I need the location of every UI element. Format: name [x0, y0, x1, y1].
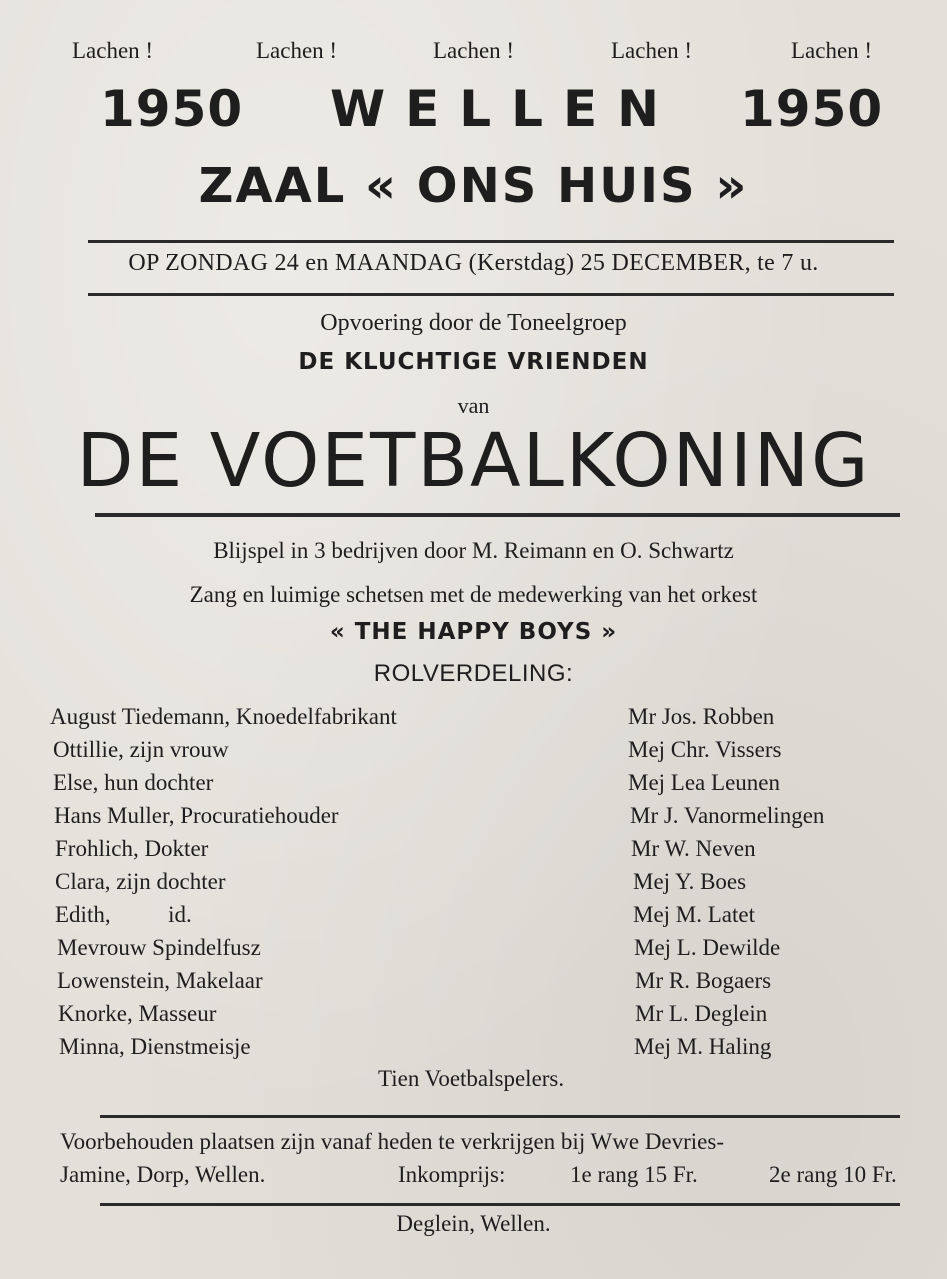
cast-actor: Mej Lea Leunen — [628, 770, 780, 795]
cast-row — [0, 770, 947, 803]
cast-actor: Mej L. Dewilde — [634, 935, 781, 960]
laugh-word-5: Lachen ! — [791, 38, 873, 63]
cast-row — [0, 836, 947, 869]
performance-dates: OP ZONDAG 24 en MAANDAG (Kerstdag) 25 DECEMBER, te 7 u. — [128, 250, 819, 276]
town-name: WELLEN — [330, 80, 680, 138]
cast-actor: Mr Jos. Robben — [628, 704, 775, 729]
play-title: DE VOETBALKONING — [76, 418, 871, 504]
divider-dates — [88, 293, 894, 296]
hall-name: ZAAL « ONS HUIS » — [198, 158, 749, 214]
cast-actor: Mej M. Latet — [633, 902, 755, 927]
divider-bottom — [100, 1203, 900, 1206]
divider-top — [88, 240, 894, 243]
cast-row — [0, 1034, 947, 1067]
cast-role: Ottillie, zijn vrouw — [53, 737, 229, 762]
cast-row — [0, 737, 947, 770]
laugh-word-2: Lachen ! — [256, 38, 338, 63]
price-second-rank: 2e rang 10 Fr. — [769, 1162, 897, 1187]
price-first-rank: 1e rang 15 Fr. — [570, 1162, 698, 1187]
laugh-word-4: Lachen ! — [611, 38, 693, 63]
performance-intro: Opvoering door de Toneelgroep — [320, 310, 627, 336]
year-right: 1950 — [740, 80, 884, 138]
cast-actor: Mej Y. Boes — [633, 869, 747, 894]
cast-role: Edith, id. — [55, 902, 192, 927]
cast-actor: Mr W. Neven — [631, 836, 756, 861]
divider-booking — [100, 1115, 900, 1118]
cast-row — [0, 704, 947, 737]
cast-role: August Tiedemann, Knoedelfabrikant — [50, 704, 397, 729]
cast-role: Lowenstein, Makelaar — [57, 968, 263, 993]
cast-row — [0, 803, 947, 836]
price-label: Inkomprijs: — [398, 1162, 506, 1187]
cast-role: Hans Muller, Procuratiehouder — [54, 803, 339, 828]
cast-row — [0, 1001, 947, 1034]
play-subtitle: Blijspel in 3 bedrijven door M. Reimann en O. Schwartz — [213, 538, 734, 563]
divider-title — [95, 513, 900, 517]
laugh-word-3: Lachen ! — [433, 38, 515, 63]
cast-role: Clara, zijn dochter — [55, 869, 226, 894]
cast-row — [0, 869, 947, 902]
cast-role: Else, hun dochter — [53, 770, 214, 795]
cast-role: Knorke, Masseur — [58, 1001, 217, 1026]
cast-heading: ROLVERDELING: — [373, 660, 574, 687]
year-left: 1950 — [100, 80, 244, 138]
cast-actor: Mej Chr. Vissers — [628, 737, 782, 762]
theatre-group: DE KLUCHTIGE VRIENDEN — [298, 349, 649, 375]
cast-role: Mevrouw Spindelfusz — [57, 935, 261, 960]
cast-role: Minna, Dienstmeisje — [59, 1034, 251, 1059]
printer-credit: Deglein, Wellen. — [396, 1211, 551, 1236]
booking-place: Jamine, Dorp, Wellen. — [60, 1162, 266, 1187]
van-word: van — [457, 393, 490, 418]
cast-actor: Mej M. Haling — [634, 1034, 772, 1059]
cast-actor: Mr L. Deglein — [635, 1001, 768, 1026]
extras-line: Tien Voetbalspelers. — [378, 1066, 565, 1091]
laugh-word-1: Lachen ! — [72, 38, 154, 63]
cast-actor: Mr J. Vanormelingen — [630, 803, 825, 828]
band-name: « THE HAPPY BOYS » — [329, 619, 618, 645]
cast-row — [0, 968, 947, 1001]
music-line: Zang en luimige schetsen met de medewerking van het orkest — [189, 582, 758, 607]
cast-role: Frohlich, Dokter — [55, 836, 209, 861]
cast-row — [0, 935, 947, 968]
cast-row — [0, 902, 947, 935]
booking-line-1: Voorbehouden plaatsen zijn vanaf heden te verkrijgen bij Wwe Devries- — [60, 1129, 725, 1154]
cast-actor: Mr R. Bogaers — [635, 968, 772, 993]
